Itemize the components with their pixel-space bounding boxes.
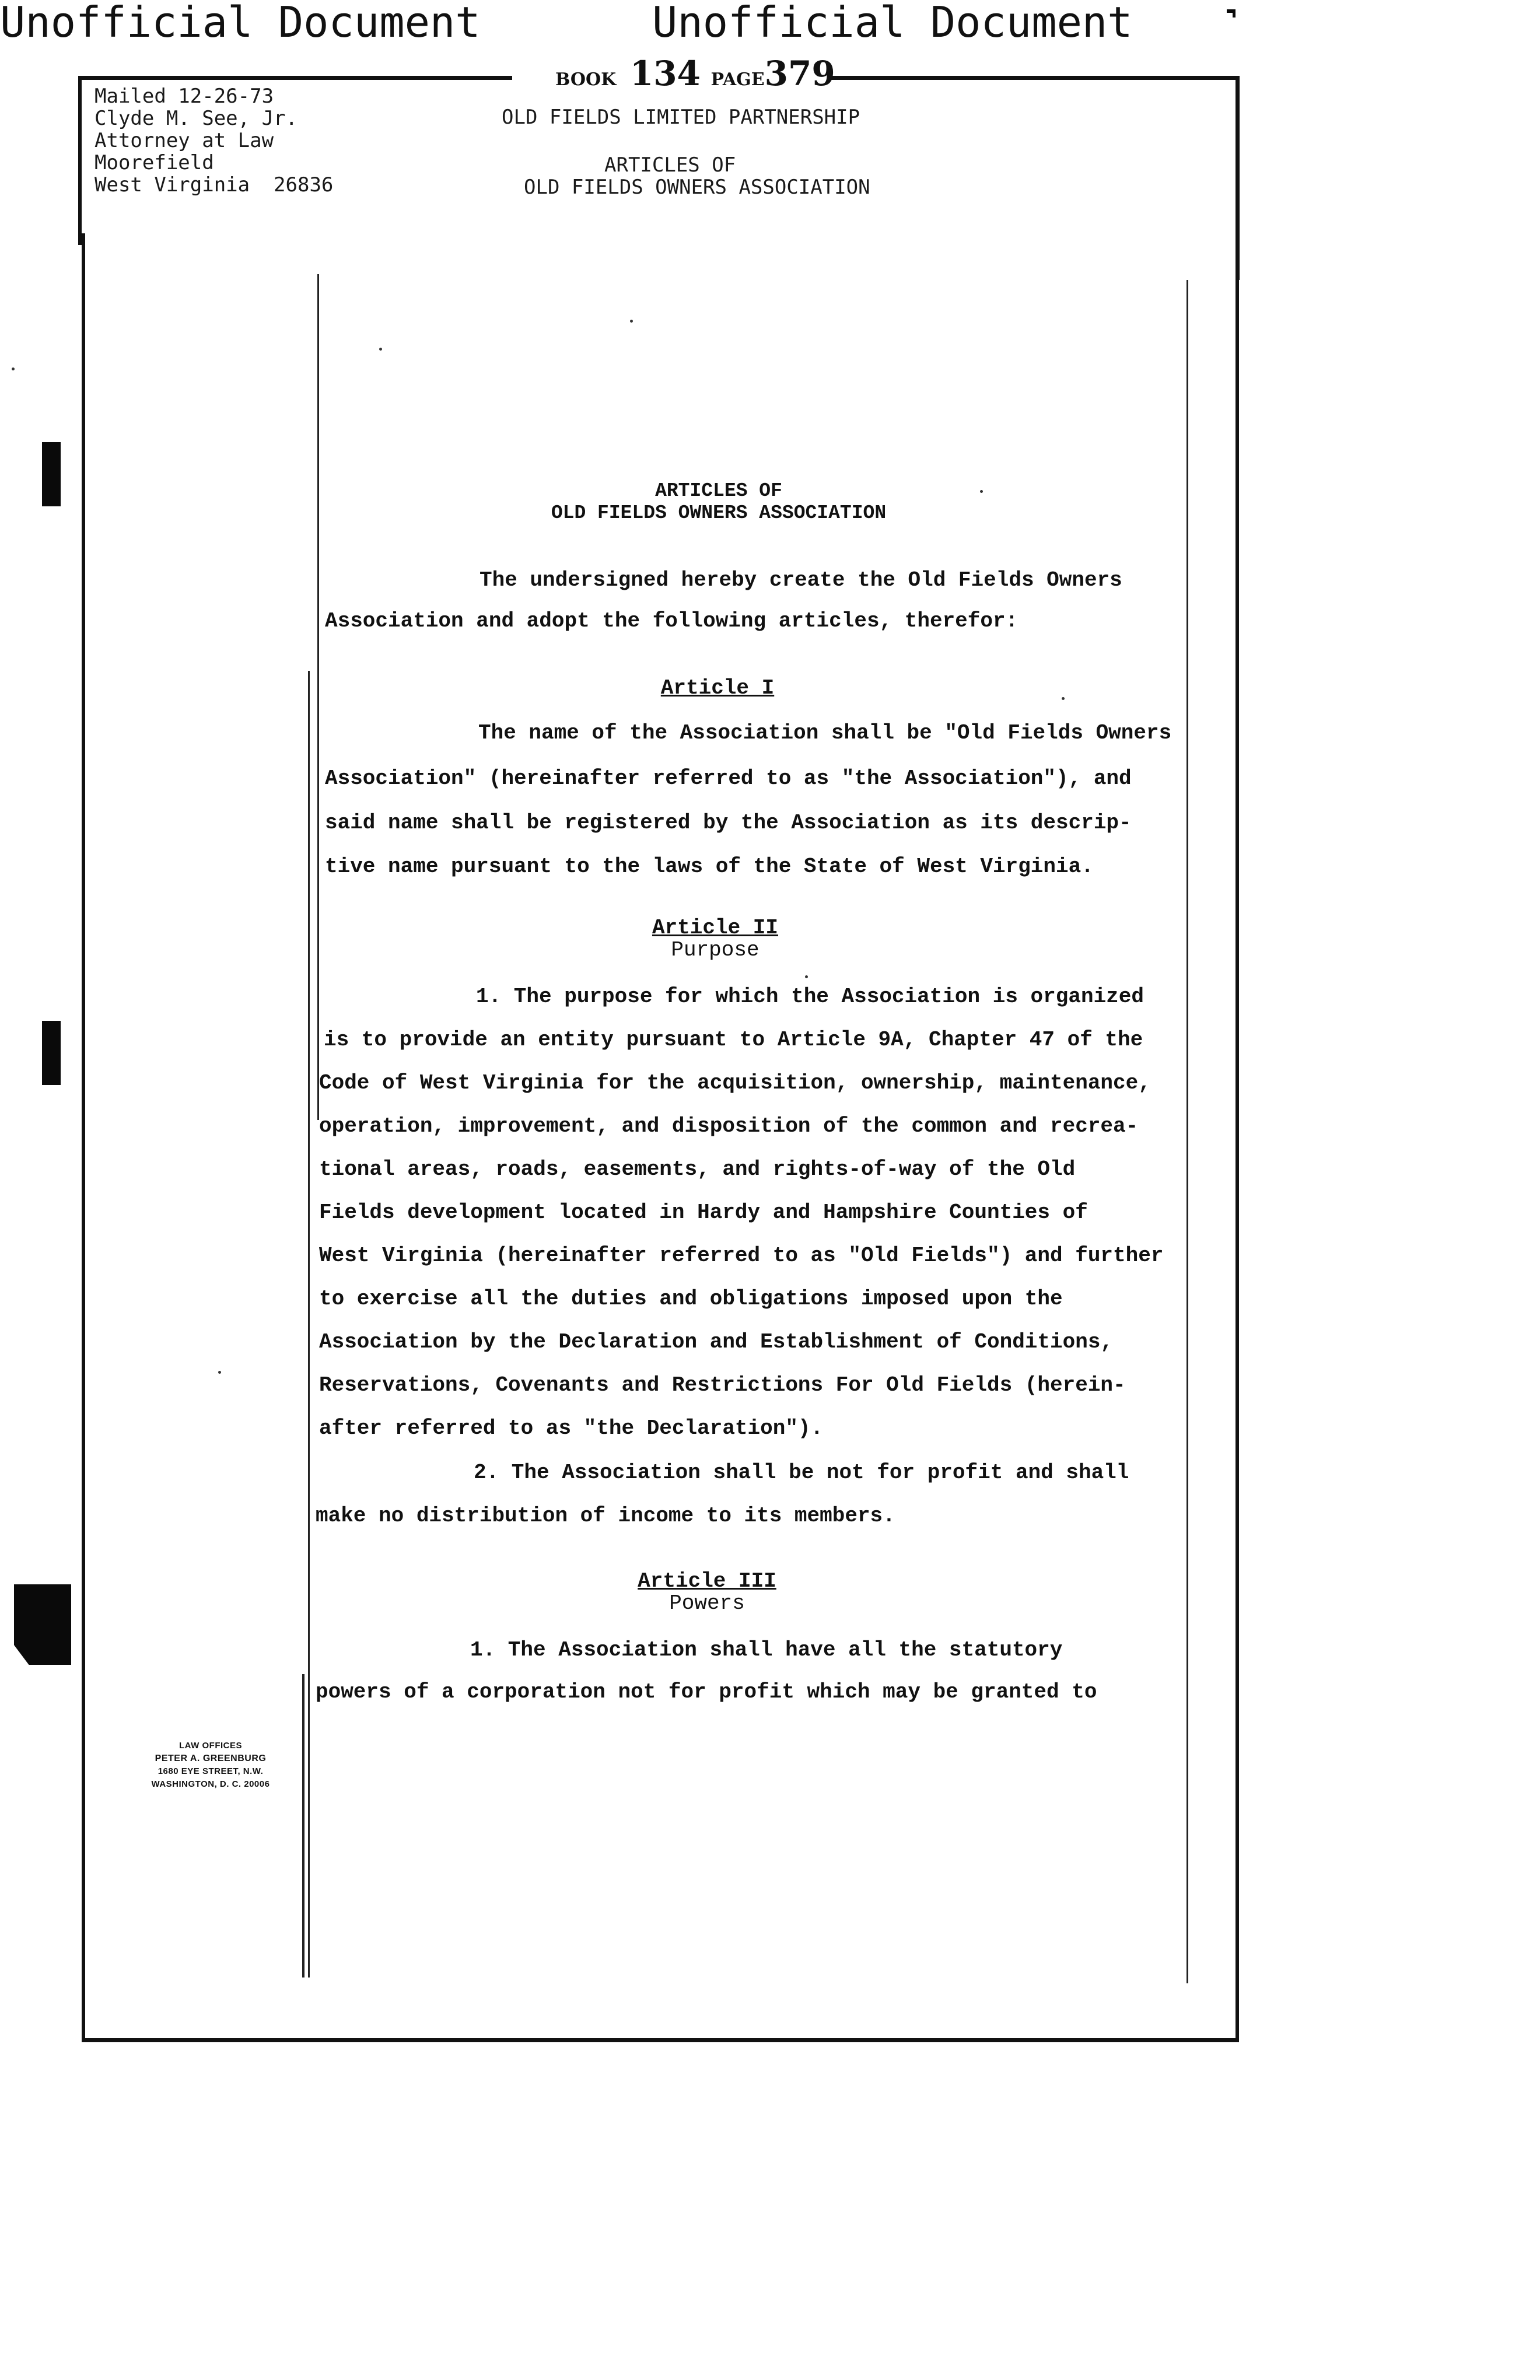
speck bbox=[805, 975, 808, 978]
margin-rule-left bbox=[317, 274, 319, 1120]
scan-mark-notch bbox=[14, 1645, 32, 1668]
intro-line: The undersigned hereby create the Old Fields Owners bbox=[480, 568, 1122, 592]
article-2-line: after referred to as "the Declaration"). bbox=[319, 1416, 824, 1440]
mailing-line: Clyde M. See, Jr. bbox=[94, 107, 298, 130]
document-title bbox=[340, 480, 1098, 524]
frame-right-top bbox=[1236, 76, 1240, 280]
frame-right bbox=[1236, 280, 1239, 2042]
speck bbox=[379, 348, 382, 351]
law-office-line: WASHINGTON, D. C. 20006 bbox=[151, 1779, 270, 1789]
book-page-stamp bbox=[555, 54, 835, 93]
mailing-line: West Virginia 26836 bbox=[94, 173, 334, 197]
title-line: OLD FIELDS OWNERS ASSOCIATION bbox=[551, 502, 887, 524]
article-1-heading bbox=[513, 677, 922, 699]
scan-mark bbox=[42, 442, 61, 506]
top-rule-left bbox=[80, 76, 512, 80]
article-heading-text: Article III bbox=[638, 1569, 776, 1593]
article-2-line: 2. The Association shall be not for profit and shall bbox=[474, 1461, 1129, 1485]
speck bbox=[630, 320, 633, 323]
article-2-line: tional areas, roads, easements, and rights-of-way of the Old bbox=[319, 1157, 1076, 1181]
law-office-line: PETER A. GREENBURG bbox=[155, 1754, 267, 1763]
header-articles-of: ARTICLES OF bbox=[604, 153, 736, 177]
article-1-line: said name shall be registered by the Association as its descrip- bbox=[325, 811, 1132, 835]
article-2-line: Association by the Declaration and Establishment of Conditions, bbox=[319, 1330, 1114, 1354]
margin-rule-right bbox=[1186, 280, 1188, 1983]
frame-left bbox=[82, 233, 85, 2042]
speck bbox=[218, 1371, 221, 1374]
page-number: 379 bbox=[764, 54, 835, 93]
frame-left-top bbox=[78, 76, 82, 245]
law-office-line: LAW OFFICES bbox=[179, 1741, 242, 1751]
law-office-block bbox=[120, 1740, 301, 1791]
article-subheading: Purpose bbox=[671, 938, 760, 962]
book-number: 134 bbox=[629, 54, 701, 93]
article-3-heading bbox=[503, 1570, 911, 1615]
article-2-line: operation, improvement, and disposition of the common and recrea- bbox=[319, 1114, 1139, 1138]
article-1-line: Association" (hereinafter referred to as "the Association"), and bbox=[325, 766, 1132, 790]
partnership-name: OLD FIELDS LIMITED PARTNERSHIP bbox=[502, 106, 860, 129]
top-rule-right bbox=[827, 76, 1239, 80]
mailing-line: Moorefield bbox=[94, 151, 214, 174]
article-2-heading bbox=[511, 917, 919, 961]
article-subheading: Powers bbox=[669, 1591, 745, 1615]
article-2-line: West Virginia (hereinafter referred to as "Old Fields") and further bbox=[319, 1244, 1164, 1268]
watermark-right: Unofficial Document bbox=[652, 0, 1133, 47]
article-2-line: make no distribution of income to its members. bbox=[316, 1504, 895, 1528]
margin-rule-left-bottom bbox=[302, 1674, 304, 1978]
article-2-line: Reservations, Covenants and Restrictions For Old Fields (herein- bbox=[319, 1373, 1126, 1397]
intro-line: Association and adopt the following articles, therefor: bbox=[325, 609, 1019, 633]
speck bbox=[1062, 697, 1065, 700]
page-label: PAGE bbox=[710, 69, 765, 90]
corner-mark-stem bbox=[1233, 9, 1236, 18]
article-3-line: 1. The Association shall have all the statutory bbox=[470, 1638, 1063, 1662]
book-label: BOOK bbox=[555, 69, 617, 90]
article-2-line: Code of West Virginia for the acquisition, ownership, maintenance, bbox=[319, 1071, 1151, 1095]
margin-rule-left-lower bbox=[308, 671, 310, 1978]
mailing-line: Mailed 12-26-73 bbox=[94, 85, 274, 108]
article-2-line: to exercise all the duties and obligations imposed upon the bbox=[319, 1287, 1063, 1311]
header-association: OLD FIELDS OWNERS ASSOCIATION bbox=[524, 176, 870, 199]
frame-bottom bbox=[82, 2038, 1239, 2042]
speck bbox=[12, 368, 15, 370]
scan-mark bbox=[42, 1021, 61, 1085]
title-line: ARTICLES OF bbox=[655, 480, 782, 502]
article-2-line: 1. The purpose for which the Association is organized bbox=[476, 985, 1144, 1009]
article-1-line: The name of the Association shall be "Old Fields Owners bbox=[478, 721, 1172, 745]
article-1-line: tive name pursuant to the laws of the State of West Virginia. bbox=[325, 855, 1094, 878]
article-heading-text: Article I bbox=[660, 676, 775, 700]
mailing-line: Attorney at Law bbox=[94, 129, 274, 152]
mailing-block bbox=[94, 85, 333, 196]
article-3-line: powers of a corporation not for profit which may be granted to bbox=[316, 1680, 1097, 1704]
article-2-line: Fields development located in Hardy and Hampshire Counties of bbox=[319, 1200, 1088, 1224]
watermark-left: Unofficial Document bbox=[0, 0, 481, 47]
article-2-line: is to provide an entity pursuant to Article 9A, Chapter 47 of the bbox=[324, 1028, 1143, 1052]
law-office-line: 1680 EYE STREET, N.W. bbox=[158, 1766, 264, 1776]
article-heading-text: Article II bbox=[652, 916, 779, 940]
